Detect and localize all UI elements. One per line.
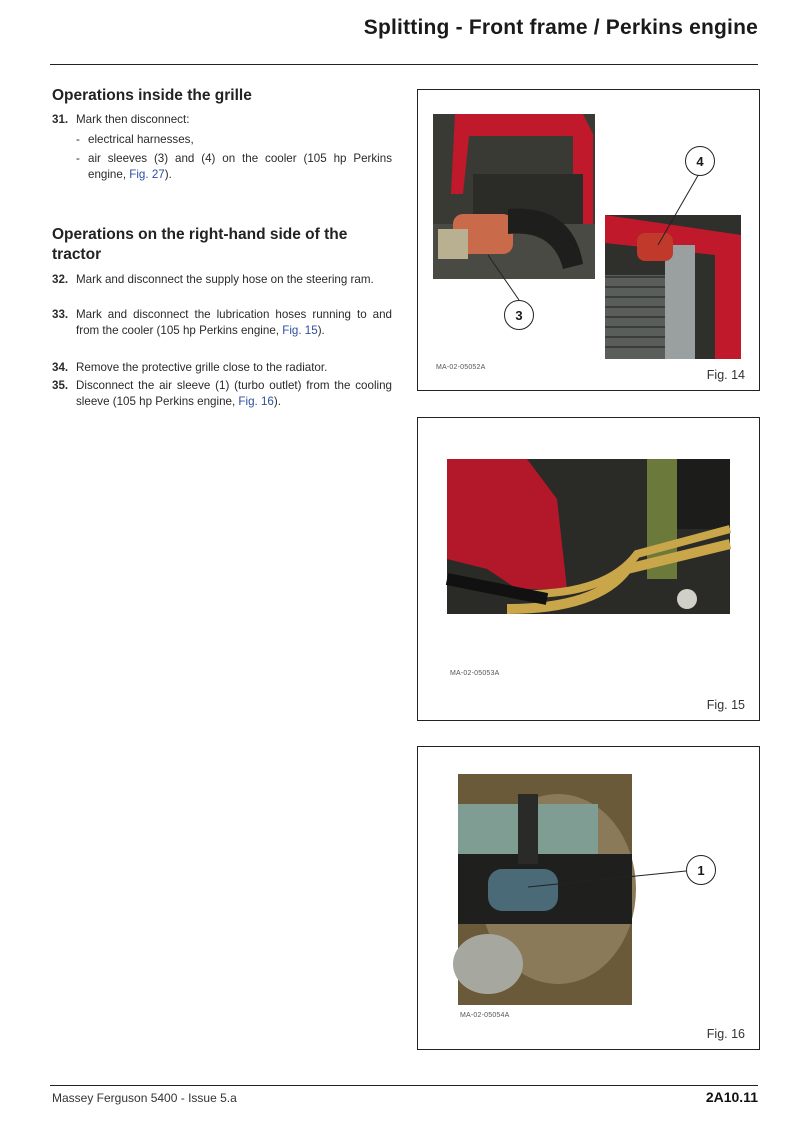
figure-caption: Fig. 16 bbox=[706, 1027, 745, 1041]
link-fig-16[interactable]: Fig. 16 bbox=[238, 395, 274, 408]
callout-3: 3 bbox=[504, 300, 534, 330]
photo-lubrication-hoses bbox=[447, 459, 730, 614]
link-fig-27[interactable]: Fig. 27 bbox=[129, 168, 165, 181]
link-fig-15[interactable]: Fig. 15 bbox=[282, 324, 318, 337]
figure-15 bbox=[417, 417, 760, 721]
step-33: 33. Mark and disconnect the lubrication hoses running to and from the cooler (105 hp Perkins engine, Fig. 15). bbox=[52, 308, 392, 337]
step-text: Mark then disconnect: bbox=[76, 113, 190, 126]
figure-caption: Fig. 14 bbox=[706, 368, 745, 382]
step-35: 35. Disconnect the air sleeve (1) (turbo outlet) from the cooling sleeve (105 hp Perkins engine, Fig. 16). bbox=[52, 379, 392, 408]
step-32: 32. Mark and disconnect the supply hose on the steering ram. bbox=[52, 273, 374, 286]
bullet-air-sleeves: - air sleeves (3) and (4) on the cooler (105 hp Perkins engine, Fig. 27). bbox=[76, 152, 392, 181]
bullet-electrical-harnesses: - electrical harnesses, bbox=[76, 132, 392, 148]
callout-1: 1 bbox=[686, 855, 716, 885]
header-divider bbox=[50, 64, 758, 65]
figure-code: MA-02-05054A bbox=[460, 1012, 510, 1019]
footer-manual-title: Massey Ferguson 5400 - Issue 5.a bbox=[52, 1091, 237, 1105]
figure-code: MA-02-05053A bbox=[450, 670, 500, 677]
footer-divider bbox=[50, 1085, 758, 1086]
step-34: 34. Remove the protective grille close to the radiator. bbox=[52, 361, 328, 374]
figure-caption: Fig. 15 bbox=[706, 698, 745, 712]
callout-leader bbox=[418, 747, 759, 1049]
step-number: 31. bbox=[52, 113, 69, 126]
section-heading-right-hand-side: Operations on the right-hand side of the tractor bbox=[52, 226, 348, 263]
figure-code: MA-02-05052A bbox=[436, 364, 486, 371]
footer-page-number: 2A10.11 bbox=[705, 1089, 758, 1105]
step-31 bbox=[52, 112, 392, 128]
section-heading-inside-grille: Operations inside the grille bbox=[52, 87, 252, 104]
callout-leaders bbox=[418, 90, 759, 390]
page-title: Splitting - Front frame / Perkins engine bbox=[363, 16, 758, 39]
figure-14 bbox=[417, 89, 760, 391]
figure-16 bbox=[417, 746, 760, 1050]
bullet-text: electrical harnesses, bbox=[88, 133, 194, 146]
callout-4: 4 bbox=[685, 146, 715, 176]
